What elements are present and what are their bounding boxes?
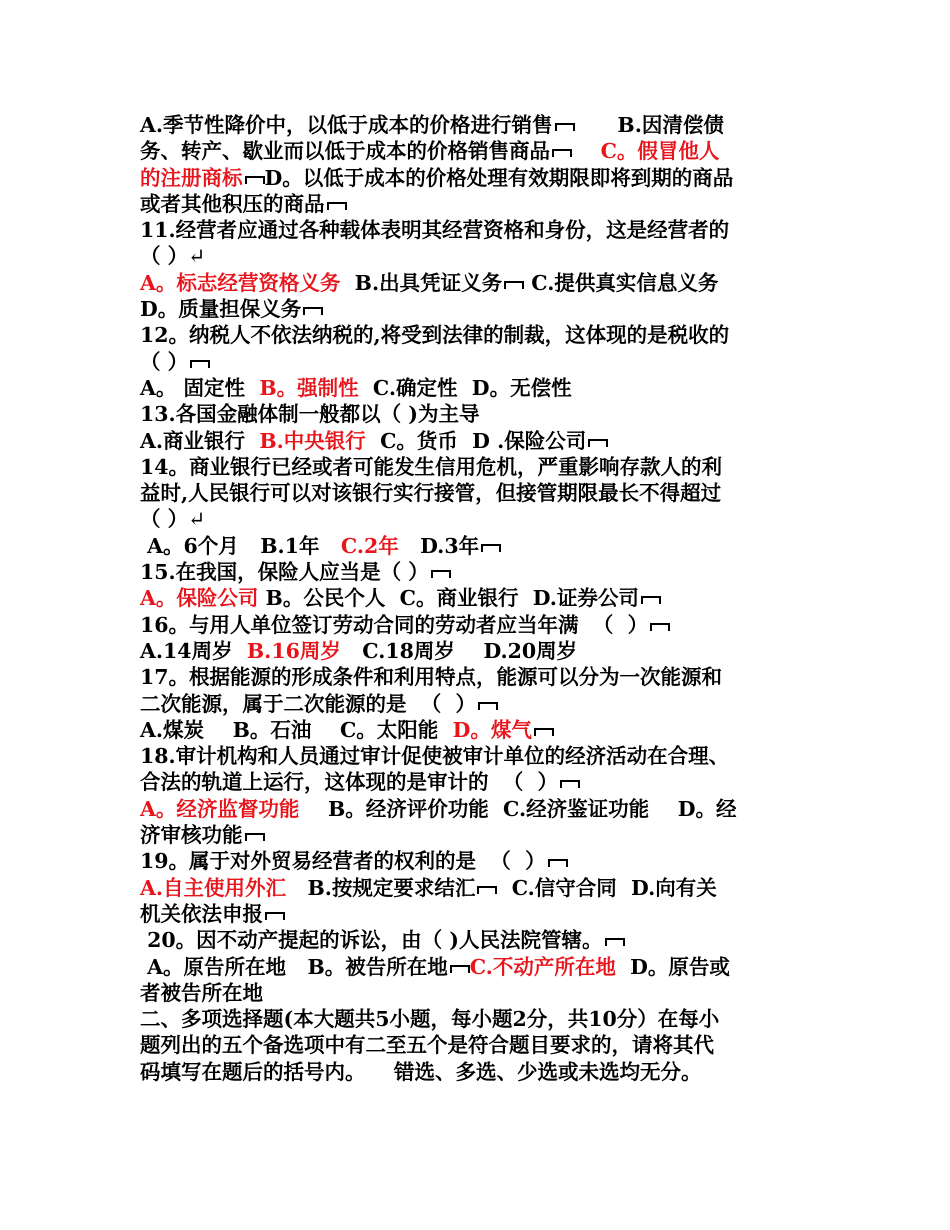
paragraph-mark-icon [504, 281, 524, 289]
question-text: 18.审计机构和人员通过审计促使被审计单位的经济活动在合理、 [140, 744, 730, 769]
text-line [140, 875, 810, 901]
text-line [140, 954, 810, 980]
question-text: A.14周岁 [140, 638, 247, 663]
paragraph-mark-icon [327, 202, 347, 210]
text-line [140, 480, 810, 506]
paragraph-mark-icon [641, 596, 661, 604]
question-text: A.商业银行 [140, 428, 260, 453]
text-line [140, 506, 810, 532]
paragraph-mark-icon [431, 570, 451, 578]
question-text: B。公民个人 C。商业银行 D.证券公司 [258, 586, 639, 611]
question-text: A.煤炭 B。石油 C。太阳能 [140, 717, 453, 742]
question-text: B.出具凭证义务 [340, 270, 503, 295]
text-line [140, 743, 810, 769]
question-text: （ ） [140, 244, 189, 269]
text-line [140, 1032, 810, 1058]
question-text: A。 固定性 [140, 375, 260, 400]
question-text: 19。属于对外贸易经营者的权利的是 （ ） [140, 849, 546, 874]
text-line [140, 296, 810, 322]
question-text: B。经济评价功能 C.经济鉴证功能 D。经 [299, 796, 737, 821]
answer-text: B.16周岁 [246, 638, 341, 663]
question-text: 码填写在题后的括号内。 错选、多选、少选或未选均无分。 [140, 1059, 702, 1084]
answer-text: A.自主使用外汇 [140, 875, 287, 900]
line-break-icon: ↵ [188, 507, 206, 532]
document-page [140, 112, 810, 1085]
question-text: B.按规定要求结汇 [286, 875, 476, 900]
answer-text: 的注册商标 [140, 165, 243, 190]
answer-text: B。强制性 [259, 375, 359, 400]
text-line [140, 454, 810, 480]
question-text: 12。纳税人不依法纳税的,将受到法律的制裁，这体现的是税收的 [140, 323, 730, 348]
paragraph-mark-icon [552, 149, 572, 157]
question-text: 13.各国金融体制一般都以（ )为主导 [140, 402, 480, 427]
text-line [140, 428, 810, 454]
question-text: D。质量担保义务 [140, 297, 302, 322]
paragraph-mark-icon [560, 780, 580, 788]
text-line [140, 769, 810, 795]
paragraph-mark-icon [548, 859, 568, 867]
text-line [140, 980, 810, 1006]
question-text: B.因清偿债 [574, 113, 724, 137]
paragraph-mark-icon [477, 886, 497, 894]
paragraph-mark-icon [245, 176, 265, 184]
text-line [140, 217, 810, 243]
text-line [140, 375, 810, 401]
answer-text: A。保险公司 [140, 586, 259, 611]
question-text: 二次能源，属于二次能源的是 （ ） [140, 691, 477, 716]
text-line [140, 717, 810, 743]
text-line [140, 243, 810, 269]
question-text: D。原告或 [615, 954, 730, 979]
paragraph-mark-icon [190, 360, 210, 368]
question-text: A.季节性降价中，以低于成本的价格进行销售 [140, 113, 553, 137]
question-text: D。以低于成本的价格处理有效期限即将到期的商品 [264, 165, 734, 190]
answer-text: A。标志经营资格义务 [140, 270, 341, 295]
paragraph-mark-icon [650, 623, 670, 631]
question-text: A。6个月 B.1年 [140, 533, 341, 558]
text-line [140, 848, 810, 874]
text-line [140, 796, 810, 822]
text-line [140, 559, 810, 585]
question-text: 者被告所在地 [140, 980, 263, 1005]
text-line [140, 165, 810, 191]
question-text: 济审核功能 [140, 823, 243, 848]
question-text: C.提供真实信息义务 [524, 270, 719, 295]
answer-text: C。假冒他人 [600, 139, 720, 164]
text-line [140, 191, 810, 217]
text-line [140, 1059, 810, 1085]
question-text: 17。根据能源的形成条件和利用特点，能源可以分为一次能源和 [140, 665, 723, 690]
question-text: 机关依法申报 [140, 901, 263, 926]
question-text: 15.在我国，保险人应当是（ ） [140, 560, 429, 585]
question-text: A。原告所在地 B。被告所在地 [140, 954, 448, 979]
text-line [140, 664, 810, 690]
text-line [140, 138, 810, 164]
question-text: C。货币 D .保险公司 [365, 428, 587, 453]
answer-text: B.中央银行 [259, 428, 366, 453]
line-break-icon: ↵ [188, 244, 206, 269]
question-text: 20。因不动产提起的诉讼，由（ )人民法院管辖。 [140, 928, 603, 953]
question-text: C.信守合同 D.向有关 [497, 875, 717, 900]
question-text: 题列出的五个备选项中有二至五个是符合题目要求的，请将其代 [140, 1033, 714, 1058]
paragraph-mark-icon [478, 702, 498, 710]
question-text: （ ） [140, 507, 189, 532]
text-line [140, 401, 810, 427]
question-text: 或者其他积压的商品 [140, 191, 325, 216]
question-text: 务、转产、歇业而以低于成本的价格销售商品 [140, 139, 550, 164]
paragraph-mark-icon [605, 938, 625, 946]
question-text: 益时,人民银行可以对该银行实行接管，但接管期限最长不得超过 [140, 481, 722, 506]
text-line [140, 927, 810, 953]
paragraph-mark-icon [303, 307, 323, 315]
question-text: （ ） [140, 349, 189, 374]
question-text: D.3年 [398, 533, 480, 558]
answer-text: C.2年 [340, 533, 399, 558]
paragraph-mark-icon [534, 728, 554, 736]
question-text: 14。商业银行已经或者可能发生信用危机，严重影响存款人的利 [140, 454, 723, 479]
question-text: C.18周岁 D.20周岁 [340, 638, 578, 663]
text-line [140, 901, 810, 927]
question-text: 二、多项选择题(本大题共5小题，每小题2分，共10分）在每小 [140, 1007, 720, 1032]
text-line [140, 349, 810, 375]
text-line [140, 112, 810, 138]
question-text: C.确定性 D。无偿性 [358, 375, 572, 400]
question-text: 11.经营者应通过各种载体表明其经营资格和身份，这是经营者的 [140, 218, 730, 243]
text-line [140, 691, 810, 717]
text-line [140, 638, 810, 664]
paragraph-mark-icon [588, 439, 608, 447]
text-line [140, 612, 810, 638]
text-line [140, 270, 810, 296]
paragraph-mark-icon [450, 965, 470, 973]
answer-text: A。经济监督功能 [140, 796, 300, 821]
text-line [140, 585, 810, 611]
paragraph-mark-icon [481, 544, 501, 552]
question-text [572, 139, 601, 163]
answer-text: C.不动产所在地 [469, 954, 616, 979]
text-line [140, 322, 810, 348]
text-line [140, 1006, 810, 1032]
answer-text: D。煤气 [452, 717, 532, 742]
text-line [140, 533, 810, 559]
paragraph-mark-icon [245, 833, 265, 841]
paragraph-mark-icon [555, 123, 575, 131]
question-text: 16。与用人单位签订劳动合同的劳动者应当年满 （ ） [140, 612, 649, 637]
question-text: 合法的轨道上运行，这体现的是审计的 （ ） [140, 770, 559, 795]
paragraph-mark-icon [265, 912, 285, 920]
text-line [140, 822, 810, 848]
